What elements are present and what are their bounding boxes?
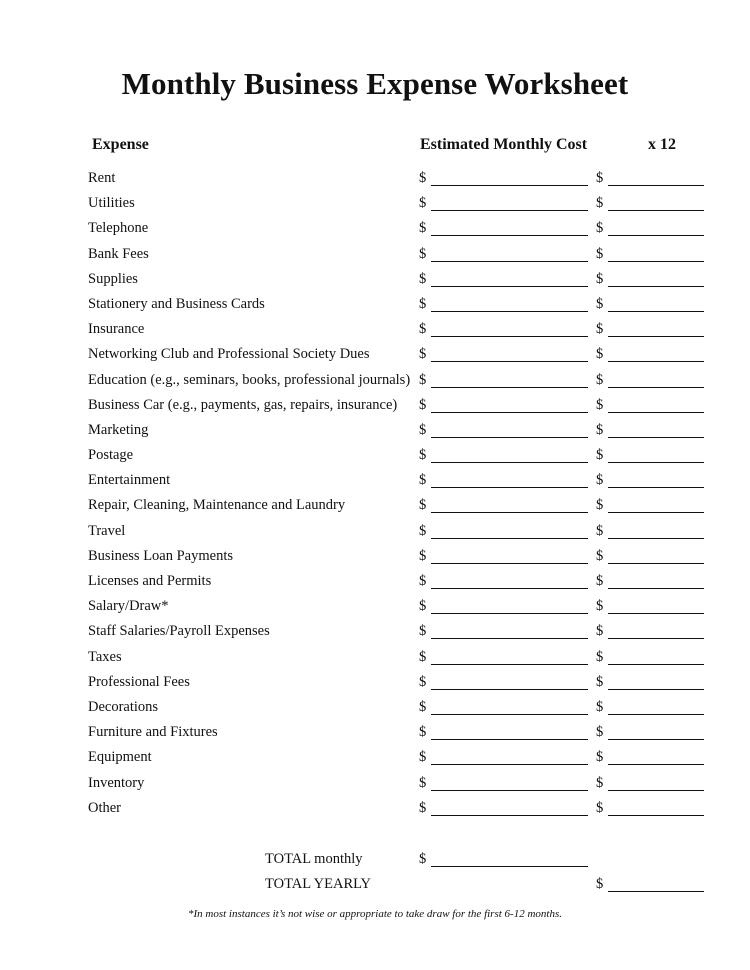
monthly-currency: $ — [419, 799, 427, 816]
monthly-currency: $ — [419, 673, 427, 690]
yearly-cost-field[interactable] — [608, 235, 704, 236]
total-monthly-field[interactable] — [431, 866, 588, 867]
yearly-currency: $ — [596, 220, 604, 237]
expense-label: Education (e.g., seminars, books, professional journals) — [88, 371, 411, 388]
yearly-currency: $ — [596, 673, 604, 690]
monthly-currency: $ — [419, 623, 427, 640]
expense-row — [0, 443, 750, 468]
expense-rows — [0, 166, 750, 821]
monthly-currency: $ — [419, 648, 427, 665]
expense-row — [0, 368, 750, 393]
monthly-cost-field[interactable] — [431, 790, 588, 791]
expense-label: Marketing — [88, 421, 149, 438]
expense-label: Furniture and Fixtures — [88, 724, 218, 741]
expense-row — [0, 645, 750, 670]
yearly-cost-field[interactable] — [608, 588, 704, 589]
yearly-currency: $ — [596, 195, 604, 212]
total-monthly-label: TOTAL monthly — [265, 851, 363, 867]
page-title: Monthly Business Expense Worksheet — [121, 66, 629, 101]
monthly-cost-field[interactable] — [431, 664, 588, 665]
expense-label: Telephone — [88, 220, 149, 237]
expense-label: Professional Fees — [88, 673, 190, 690]
expense-row — [0, 720, 750, 745]
footnote: *In most instances it’s not wise or appropriate to take draw for the first 6-12 months. — [187, 908, 562, 920]
expense-label: Supplies — [88, 270, 138, 287]
yearly-currency: $ — [596, 447, 604, 464]
monthly-cost-field[interactable] — [431, 563, 588, 564]
column-header-x12: x 12 — [648, 136, 676, 153]
monthly-cost-field[interactable] — [431, 210, 588, 211]
expense-label: Inventory — [88, 774, 145, 791]
monthly-cost-field[interactable] — [431, 588, 588, 589]
monthly-currency: $ — [419, 522, 427, 539]
expense-label: Utilities — [88, 195, 135, 212]
yearly-currency: $ — [596, 270, 604, 287]
monthly-currency: $ — [419, 598, 427, 615]
monthly-cost-field[interactable] — [431, 311, 588, 312]
monthly-cost-field[interactable] — [431, 387, 588, 388]
monthly-currency: $ — [419, 698, 427, 715]
monthly-currency: $ — [419, 195, 427, 212]
monthly-cost-field[interactable] — [431, 739, 588, 740]
yearly-cost-field[interactable] — [608, 286, 704, 287]
monthly-currency: $ — [419, 421, 427, 438]
monthly-cost-field[interactable] — [431, 815, 588, 816]
yearly-currency: $ — [596, 799, 604, 816]
expense-row — [0, 569, 750, 594]
expense-label: Taxes — [88, 648, 122, 665]
yearly-currency: $ — [596, 774, 604, 791]
expense-label: Licenses and Permits — [88, 573, 212, 589]
yearly-cost-field[interactable] — [608, 664, 704, 665]
expense-row — [0, 242, 750, 267]
monthly-cost-field[interactable] — [431, 462, 588, 463]
yearly-currency: $ — [596, 170, 604, 186]
yearly-currency: $ — [596, 321, 604, 338]
yearly-cost-field[interactable] — [608, 412, 704, 413]
expense-label: Staff Salaries/Payroll Expenses — [88, 623, 270, 640]
monthly-currency: $ — [419, 749, 427, 766]
yearly-cost-field[interactable] — [608, 387, 704, 388]
yearly-currency: $ — [596, 623, 604, 640]
expense-row — [0, 745, 750, 770]
yearly-cost-field[interactable] — [608, 487, 704, 488]
monthly-cost-field[interactable] — [431, 185, 588, 186]
expense-row — [0, 544, 750, 569]
expense-row — [0, 771, 750, 796]
expense-row — [0, 191, 750, 216]
yearly-cost-field[interactable] — [608, 361, 704, 362]
monthly-cost-field[interactable] — [431, 689, 588, 690]
expense-label: Insurance — [88, 321, 145, 338]
monthly-currency: $ — [419, 371, 427, 388]
yearly-currency: $ — [596, 547, 604, 564]
expense-row — [0, 166, 750, 191]
monthly-cost-field[interactable] — [431, 714, 588, 715]
monthly-currency: $ — [419, 295, 427, 312]
expense-label: Other — [88, 799, 122, 816]
monthly-cost-field[interactable] — [431, 487, 588, 488]
yearly-cost-field[interactable] — [608, 563, 704, 564]
monthly-currency: $ — [419, 724, 427, 741]
expense-label: Bank Fees — [88, 245, 149, 262]
monthly-cost-field[interactable] — [431, 336, 588, 337]
expense-label: Networking Club and Professional Society Dues — [88, 346, 370, 363]
yearly-cost-field[interactable] — [608, 538, 704, 539]
expense-label: Equipment — [88, 749, 152, 766]
yearly-cost-field[interactable] — [608, 311, 704, 312]
yearly-cost-field[interactable] — [608, 210, 704, 211]
total-yearly-label: TOTAL YEARLY — [265, 876, 371, 892]
expense-row — [0, 796, 750, 821]
monthly-currency: $ — [419, 497, 427, 514]
monthly-currency: $ — [419, 472, 427, 489]
expense-label: Stationery and Business Cards — [88, 295, 265, 312]
monthly-currency: $ — [419, 774, 427, 791]
yearly-currency: $ — [596, 497, 604, 514]
expense-row — [0, 695, 750, 720]
monthly-cost-field[interactable] — [431, 412, 588, 413]
monthly-currency: $ — [419, 396, 427, 413]
monthly-cost-field[interactable] — [431, 638, 588, 639]
expense-row — [0, 393, 750, 418]
expense-label: Travel — [88, 522, 126, 539]
yearly-currency: $ — [596, 396, 604, 413]
expense-label: Postage — [88, 447, 134, 464]
monthly-currency: $ — [419, 220, 427, 237]
yearly-cost-field[interactable] — [608, 764, 704, 765]
expense-label: Rent — [88, 170, 116, 186]
yearly-cost-field[interactable] — [608, 261, 704, 262]
expense-row — [0, 468, 750, 493]
yearly-currency: $ — [596, 371, 604, 388]
expense-row — [0, 292, 750, 317]
monthly-cost-field[interactable] — [431, 261, 588, 262]
expense-row — [0, 493, 750, 518]
monthly-currency: $ — [419, 447, 427, 464]
column-header-estimated-monthly-cost: Estimated Monthly Cost — [420, 136, 588, 153]
expense-row — [0, 267, 750, 292]
monthly-currency: $ — [419, 245, 427, 262]
expense-row — [0, 342, 750, 367]
yearly-currency: $ — [596, 295, 604, 312]
monthly-currency: $ — [419, 170, 427, 186]
yearly-cost-field[interactable] — [608, 638, 704, 639]
yearly-cost-field[interactable] — [608, 790, 704, 791]
monthly-currency: $ — [419, 270, 427, 287]
yearly-cost-field[interactable] — [608, 185, 704, 186]
yearly-cost-field[interactable] — [608, 815, 704, 816]
monthly-cost-field[interactable] — [431, 286, 588, 287]
yearly-cost-field[interactable] — [608, 462, 704, 463]
expense-label: Decorations — [88, 698, 159, 715]
expense-row — [0, 519, 750, 544]
monthly-cost-field[interactable] — [431, 764, 588, 765]
expense-label: Entertainment — [88, 472, 171, 489]
yearly-cost-field[interactable] — [608, 739, 704, 740]
yearly-currency: $ — [596, 724, 604, 741]
expense-row — [0, 670, 750, 695]
total-monthly-currency: $ — [419, 851, 427, 867]
expense-row — [0, 594, 750, 619]
expense-row — [0, 418, 750, 443]
yearly-currency: $ — [596, 522, 604, 539]
yearly-currency: $ — [596, 573, 604, 589]
yearly-cost-field[interactable] — [608, 689, 704, 690]
monthly-currency: $ — [419, 547, 427, 564]
yearly-cost-field[interactable] — [608, 714, 704, 715]
monthly-cost-field[interactable] — [431, 512, 588, 513]
yearly-cost-field[interactable] — [608, 512, 704, 513]
yearly-cost-field[interactable] — [608, 336, 704, 337]
expense-label: Business Car (e.g., payments, gas, repairs, insurance) — [88, 396, 398, 413]
expense-row — [0, 317, 750, 342]
monthly-cost-field[interactable] — [431, 538, 588, 539]
yearly-cost-field[interactable] — [608, 437, 704, 438]
total-yearly-field[interactable] — [608, 891, 704, 892]
yearly-currency: $ — [596, 245, 604, 262]
monthly-currency: $ — [419, 573, 427, 589]
monthly-cost-field[interactable] — [431, 235, 588, 236]
yearly-currency: $ — [596, 648, 604, 665]
expense-row — [0, 216, 750, 241]
monthly-cost-field[interactable] — [431, 437, 588, 438]
yearly-currency: $ — [596, 346, 604, 363]
yearly-cost-field[interactable] — [608, 613, 704, 614]
yearly-currency: $ — [596, 698, 604, 715]
yearly-currency: $ — [596, 598, 604, 615]
expense-row — [0, 619, 750, 644]
monthly-currency: $ — [419, 346, 427, 363]
expense-label: Salary/Draw* — [88, 598, 169, 615]
monthly-currency: $ — [419, 321, 427, 338]
monthly-cost-field[interactable] — [431, 613, 588, 614]
yearly-currency: $ — [596, 749, 604, 766]
yearly-currency: $ — [596, 472, 604, 489]
total-yearly-currency: $ — [596, 876, 604, 892]
expense-label: Business Loan Payments — [88, 547, 233, 564]
monthly-cost-field[interactable] — [431, 361, 588, 362]
yearly-currency: $ — [596, 421, 604, 438]
column-header-expense: Expense — [92, 136, 149, 153]
expense-label: Repair, Cleaning, Maintenance and Laundry — [88, 497, 346, 514]
